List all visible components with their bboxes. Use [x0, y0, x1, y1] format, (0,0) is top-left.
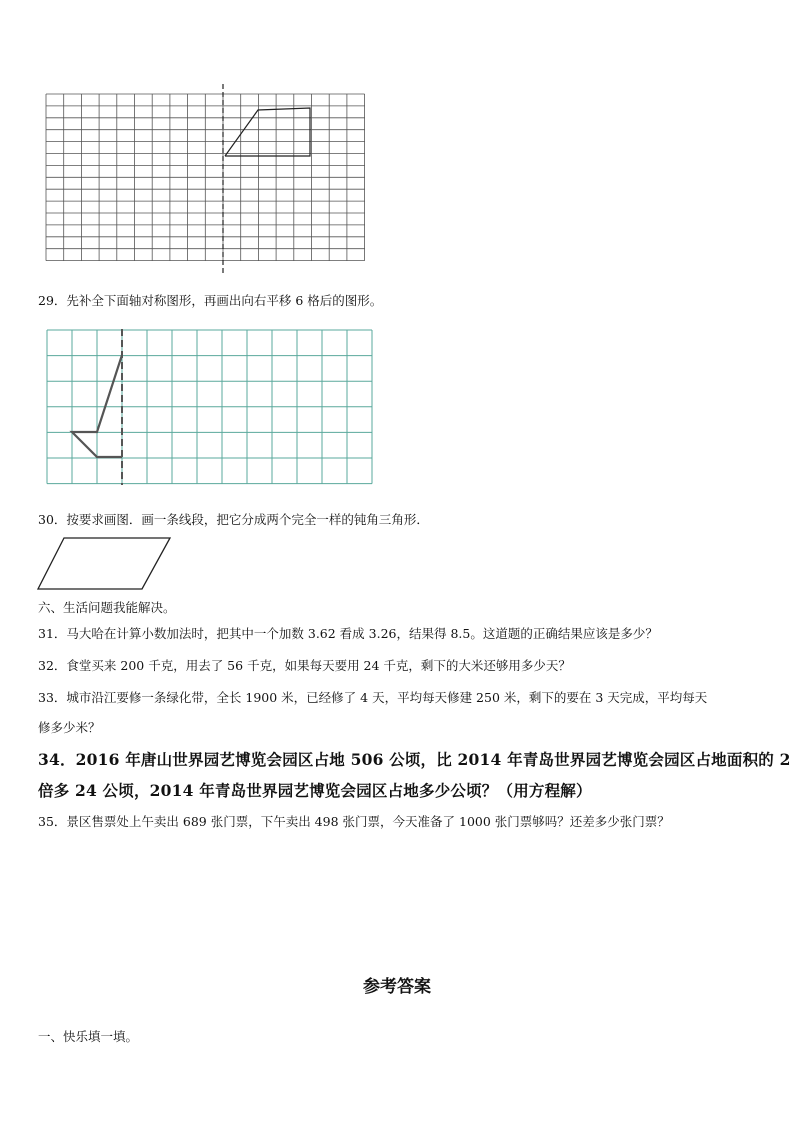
answer-key-title: 参考答案	[363, 977, 431, 997]
question-33-line-2: 修多少米？	[38, 720, 101, 735]
half-shape	[225, 108, 310, 156]
question-32: 32．食堂买来 200 千克，用去了 56 千克，如果每天要用 24 千克，剩下的大米还够用多少天？	[38, 658, 571, 673]
symmetry-grid-figure-2	[44, 327, 376, 485]
question-30: 30．按要求画图．画一条线段，把它分成两个完全一样的钝角三角形．	[38, 512, 429, 527]
question-34-line-2: 倍多 24 公顷，2014 年青岛世界园艺博览会园区占地多少公顷？（用方程解）	[38, 781, 592, 800]
question-35: 35．景区售票处上午卖出 689 张门票，下午卖出 498 张门票，今天准备了 1000 张门票够吗？还差多少张门票？	[38, 814, 670, 829]
grid-lines	[46, 94, 365, 261]
question-31: 31．马大哈在计算小数加法时，把其中一个加数 3.62 看成 3.26，结果得 8.5。这道题的正确结果应该是多少？	[38, 626, 658, 641]
parallelogram-figure	[36, 536, 176, 592]
question-34-line-1: 34．2016 年唐山世界园艺博览会园区占地 506 公顷，比 2014 年青岛世界园艺博览会园区占地面积的 2	[38, 750, 791, 769]
question-29: 29．先补全下面轴对称图形，再画出向右平移 6 格后的图形。	[38, 293, 383, 308]
section-6-heading: 六、生活问题我能解决。	[38, 600, 176, 615]
parallelogram	[38, 538, 170, 589]
teal-grid-lines	[47, 330, 372, 484]
question-33-line-1: 33．城市沿江要修一条绿化带，全长 1900 米，已经修了 4 天，平均每天修建 250 米，剩下的要在 3 天完成，平均每天	[38, 690, 708, 705]
symmetry-grid-figure-1	[44, 84, 368, 276]
answer-section-1: 一、快乐填一填。	[38, 1029, 139, 1044]
